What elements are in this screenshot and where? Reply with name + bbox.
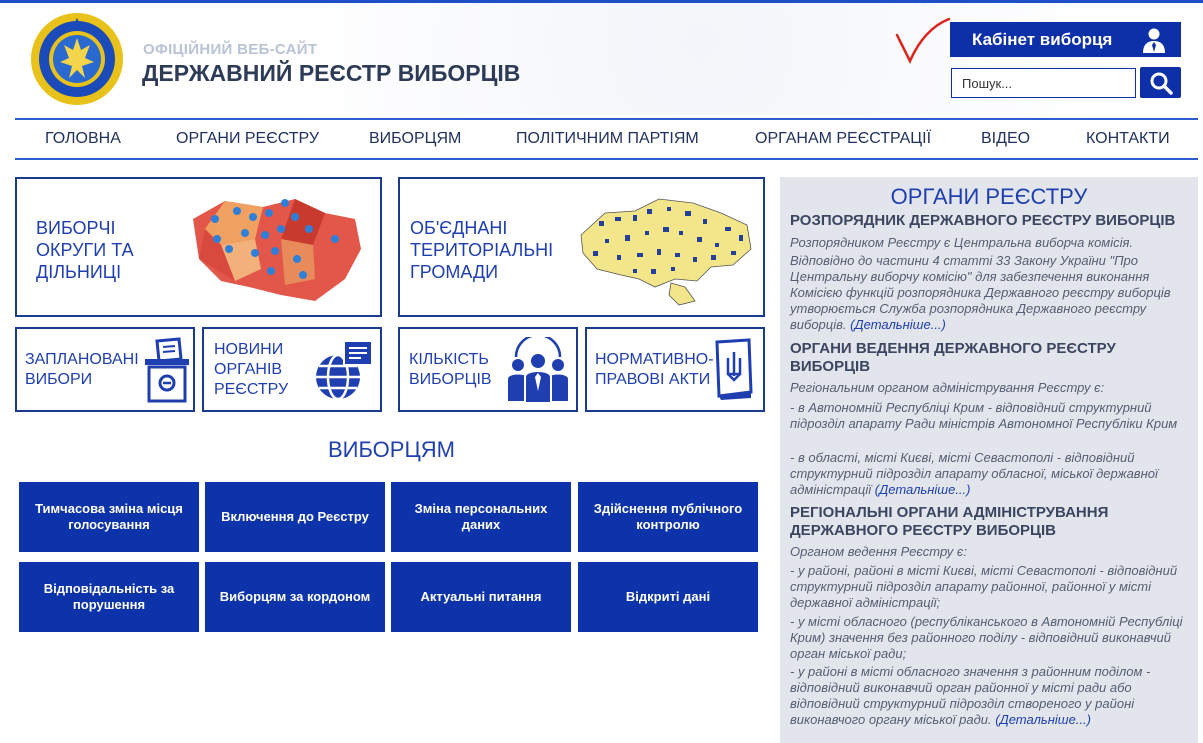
cvk-logo-icon[interactable] <box>30 12 124 106</box>
header-background <box>0 3 1203 115</box>
panel-heading-administrator: РОЗПОРЯДНИК ДЕРЖАВНОГО РЕЄСТРУ ВИБОРЦІВ <box>790 212 1176 229</box>
globe-news-icon <box>314 339 374 401</box>
panel-text-administrator-1: Розпорядником Реєстру є Центральна виборча комісія. <box>790 235 1134 250</box>
more-link-regional[interactable]: (Детальніше...) <box>995 712 1091 727</box>
tile-legal-acts[interactable] <box>585 327 765 412</box>
btn-open-data[interactable]: Відкриті дані <box>578 562 758 632</box>
tile-united-communities-label: ОБ'ЄДНАНІ ТЕРИТОРІАЛЬНІ ГРОМАДИ <box>410 218 554 282</box>
panel-text-maintenance-2: - в Автономній Республіці Крим - відповідний структурний підрозділ апарату Ради міністрів Автономної Республіки Крим <box>790 400 1178 431</box>
panel-text-maintenance-1: Регіональним органом адміністрування Реєстру є: <box>790 380 1105 395</box>
tile-election-districts[interactable] <box>15 177 382 317</box>
tile-planned-elections[interactable] <box>15 327 195 412</box>
btn-public-control[interactable]: Здійснення публічного контролю <box>578 482 758 552</box>
main-navigation <box>15 118 1198 160</box>
nav-political-parties[interactable]: ПОЛІТИЧНИМ ПАРТІЯМ <box>516 130 699 147</box>
tile-registry-news[interactable] <box>202 327 382 412</box>
nav-contacts[interactable]: КОНТАКТИ <box>1086 130 1170 147</box>
voter-cabinet-label: Кабінет виборця <box>972 30 1113 49</box>
tile-legal-acts-label: НОРМАТИВНО-ПРАВОВІ АКТИ <box>595 351 714 388</box>
tile-registry-news-label: НОВИНИ ОРГАНІВ РЕЄСТРУ <box>214 341 289 398</box>
voter-cabinet-button[interactable] <box>950 22 1181 57</box>
tile-voter-count[interactable] <box>398 327 578 412</box>
panel-heading-maintenance-bodies: ОРГАНИ ВЕДЕННЯ ДЕРЖАВНОГО РЕЄСТРУ ВИБОРЦІВ <box>790 340 1116 375</box>
user-icon <box>1141 27 1167 53</box>
panel-text-maintenance-3: - в області, місті Києві, місті Севастополі - відповідний структурний підрозділ апарату обласної, міської державної адміністрації (Детальніше...) <box>790 450 1158 497</box>
panel-heading-regional-bodies: РЕГІОНАЛЬНІ ОРГАНИ АДМІНІСТРУВАННЯ ДЕРЖАВНОГО РЕЄСТРУ ВИБОРЦІВ <box>790 504 1109 539</box>
nav-registry-bodies[interactable]: ОРГАНИ РЕЄСТРУ <box>176 130 320 147</box>
ukraine-map-icon <box>575 191 755 309</box>
people-group-icon <box>506 337 570 403</box>
nav-registration-bodies[interactable]: ОРГАНАМ РЕЄСТРАЦІЇ <box>755 130 932 147</box>
more-link-administrator[interactable]: (Детальніше...) <box>850 317 946 332</box>
panel-text-regional-3: - у місті обласного (республіканського в Автономній Республіці Крим) значення без районного поділу - відповідний виконавчий орган міської ради; <box>790 614 1183 661</box>
voters-section-title: ВИБОРЦЯМ <box>328 437 455 462</box>
tile-election-districts-label: ВИБОРЧІ ОКРУГИ ТА ДІЛЬНИЦІ <box>36 218 134 282</box>
panel-title: ОРГАНИ РЕЄСТРУ <box>890 184 1088 209</box>
nav-voters[interactable]: ВИБОРЦЯМ <box>369 130 462 147</box>
btn-voters-abroad[interactable]: Виборцям за кордоном <box>205 562 385 632</box>
panel-text-administrator-2: Відповідно до частини 4 статті 33 Закону України "Про Центральну виборчу комісію" для забезпечення виконання Комісією функцій розпорядника Державного реєстру виборців утворюється Служба розпорядника Державного реєстру виборців. (Детальніше...) <box>790 253 1171 332</box>
law-book-icon <box>713 338 755 400</box>
btn-temporary-voting-change[interactable]: Тимчасова зміна місця голосування <box>19 482 199 552</box>
ballot-box-icon <box>143 337 191 403</box>
tile-united-communities[interactable] <box>398 177 765 317</box>
panel-text-regional-1: Органом ведення Реєстру є: <box>790 544 967 559</box>
red-checkmark-icon <box>893 15 953 65</box>
site-title[interactable]: ДЕРЖАВНИЙ РЕЄСТР ВИБОРЦІВ <box>142 60 521 86</box>
search-button[interactable] <box>1140 67 1181 98</box>
nav-video[interactable]: ВІДЕО <box>981 130 1031 147</box>
panel-text-regional-2: - у районі, районі в місті Києві, місті Севастополі - відповідний структурний підрозділ апарату районної, районної у місті державної адміністрації; <box>790 563 1178 610</box>
tile-planned-elections-label: ЗАПЛАНОВАНІ ВИБОРИ <box>25 351 139 388</box>
site-subtitle: ОФІЦІЙНИЙ ВЕБ-САЙТ <box>143 41 318 58</box>
tile-voter-count-label: КІЛЬКІСТЬ ВИБОРЦІВ <box>409 351 492 388</box>
nav-home[interactable]: ГОЛОВНА <box>45 130 121 147</box>
btn-personal-data-change[interactable]: Зміна персональних даних <box>391 482 571 552</box>
btn-liability-for-violations[interactable]: Відповідальність за порушення <box>19 562 199 632</box>
search-input[interactable] <box>951 68 1136 98</box>
district-map-icon <box>185 189 367 307</box>
panel-text-regional-4: - у районі в місті обласного значення з районним поділом - відповідний виконавчий орган районної у місті ради або відповідний структурний підрозділ створеного у районі виконавчого органу міської ради. (Детальніше...) <box>790 664 1151 727</box>
more-link-maintenance[interactable]: (Детальніше...) <box>874 482 971 497</box>
btn-inclusion-to-registry[interactable]: Включення до Реєстру <box>205 482 385 552</box>
search-icon <box>1149 71 1173 95</box>
btn-current-issues[interactable]: Актуальні питання <box>391 562 571 632</box>
